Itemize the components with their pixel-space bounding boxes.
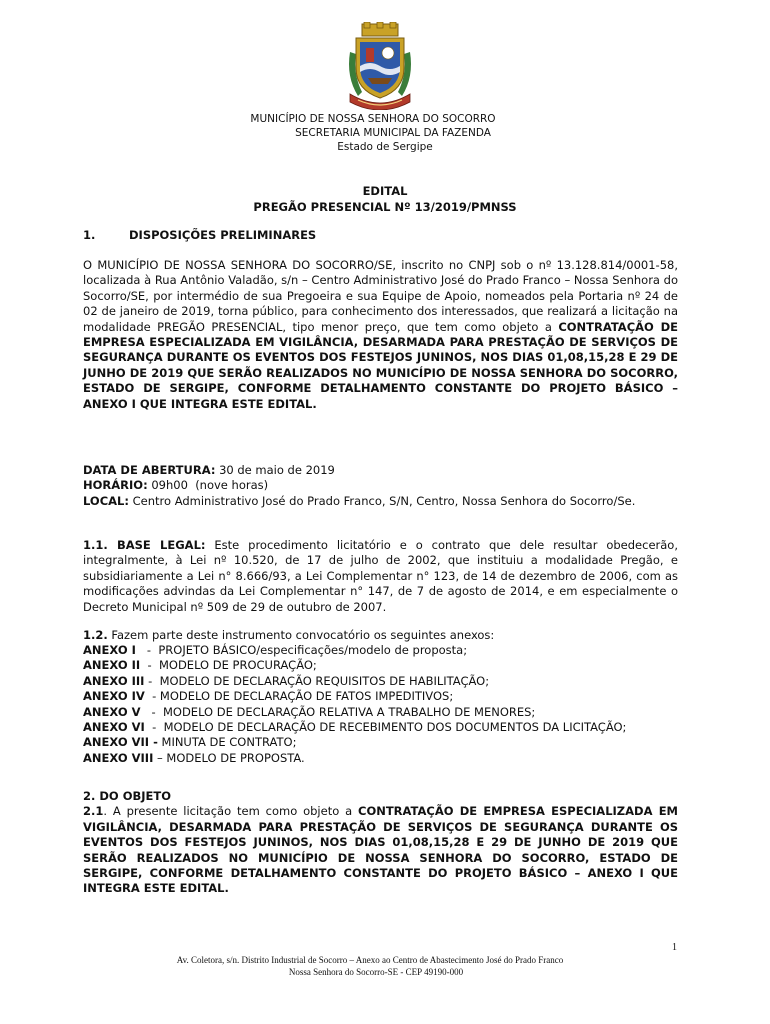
- header-state: Estado de Sergipe: [337, 141, 433, 153]
- opening-location-label: LOCAL:: [83, 493, 129, 508]
- legal-basis-label: 1.1. BASE LEGAL:: [83, 538, 206, 552]
- annex-code: ANEXO V: [83, 704, 141, 719]
- opening-date-label: DATA DE ABERTURA:: [83, 463, 216, 477]
- annex-separator: -: [140, 658, 159, 673]
- section-2-1-label: 2.1: [83, 804, 104, 819]
- footer-city-cep: Nossa Senhora do Socorro-SE - CEP 49190-000: [288, 967, 464, 977]
- annex-description: MODELO DE DECLARAÇÃO RELATIVA A TRABALHO DE MENORES;: [162, 704, 536, 719]
- preliminary-object-text: CONTRATAÇÃO DE EMPRESA ESPECIALIZADA EM VIGILÂNCIA, DESARMADA PARA PRESTAÇÃO DE SERVIÇOS DE SEGURANÇA DURANTE OS EVENTOS DOS FESTEJOS JUNINOS, NOS DIAS 01,08,15,28 E 29 DE JUNHO DE 2019 QUE SERÃO REALIZADOS NO MUNICÍPIO DE NOSSA SENHORA DO SOCORRO, ESTADO DE SERGIPE, CONFORME DETALHAMENTO CONSTANTE DO PROJETO BÁSICO – ANEXO I QUE INTEGRA ESTE EDITAL.: [83, 319, 678, 411]
- annex-code: ANEXO II: [83, 658, 141, 673]
- annex-description: MODELO DE DECLARAÇÃO DE RECEBIMENTO DOS DOCUMENTOS DA LICITAÇÃO;: [163, 720, 627, 735]
- annex-separator: -: [140, 704, 163, 719]
- annexes-intro-text: Fazem parte deste instrumento convocatório os seguintes anexos:: [107, 628, 495, 642]
- annex-description: MODELO DE PROCURAÇÃO;: [158, 658, 317, 673]
- opening-time-value: 09h00 (nove horas): [147, 478, 269, 493]
- annex-item: [83, 720, 678, 735]
- annex-separator: -: [144, 673, 160, 688]
- opening-date-value: 30 de maio de 2019: [215, 463, 335, 477]
- section-1-title: DISPOSIÇÕES PRELIMINARES: [129, 228, 317, 242]
- annex-separator: -: [144, 689, 160, 704]
- opening-location-row: [83, 494, 678, 509]
- section-2-paragraph: [83, 804, 678, 896]
- annex-code: ANEXO III: [83, 673, 145, 688]
- annex-separator: -: [144, 720, 164, 735]
- annex-description: MODELO DE DECLARAÇÃO DE FATOS IMPEDITIVOS;: [159, 689, 454, 704]
- header-secretariat: SECRETARIA MUNICIPAL DA FAZENDA: [295, 127, 491, 139]
- annex-separator: –: [153, 750, 167, 765]
- annex-list: [83, 643, 678, 766]
- page-number: 1: [672, 942, 677, 953]
- opening-location-value: Centro Administrativo José do Prado Franco, S/N, Centro, Nossa Senhora do Socorro/Se.: [128, 493, 636, 508]
- document-title: EDITAL: [362, 184, 408, 198]
- annex-code: ANEXO IV: [83, 689, 145, 704]
- annex-code: ANEXO VIII: [83, 750, 154, 765]
- annex-description: MINUTA DE CONTRATO;: [161, 735, 297, 750]
- annex-code: ANEXO VI: [83, 720, 145, 735]
- section-2-heading: 2. DO OBJETO: [83, 789, 171, 803]
- opening-date-row: [83, 463, 678, 478]
- annex-item: [83, 658, 678, 673]
- footer-address: Av. Coletora, s/n. Distrito Industrial de Socorro – Anexo ao Centro de Abastecimento José do Prado Franco: [176, 955, 564, 965]
- annex-item: [83, 674, 678, 689]
- header-municipality: MUNICÍPIO DE NOSSA SENHORA DO SOCORRO: [250, 113, 496, 125]
- annex-description: MODELO DE PROPOSTA.: [166, 750, 305, 765]
- section-2-1-text: . A presente licitação tem como objeto a: [103, 804, 358, 819]
- annex-description: MODELO DE DECLARAÇÃO REQUISITOS DE HABILITAÇÃO;: [159, 673, 490, 688]
- legal-basis-paragraph: [83, 538, 678, 615]
- section-1-heading: [83, 228, 316, 242]
- preliminary-paragraph: [83, 258, 678, 412]
- municipal-coat-of-arms-icon: [344, 22, 416, 110]
- annex-code: ANEXO I: [83, 643, 136, 657]
- annex-description: PROJETO BÁSICO/especificações/modelo de proposta;: [158, 643, 468, 657]
- annex-item: [83, 705, 678, 720]
- legal-basis-text: Este procedimento licitatório e o contrato que dele resultar obedecerão, integralmente, à Lei nº 10.520, de 17 de julho de 2002, que instituiu a modalidade Pregão, e subsidiariamente a Lei n° 8.666/93, a Lei Complementar n° 123, de 14 de dezembro de 2006, com as modificações advindas da Lei Complementar n° 147, de 7 de agosto de 2014, e em especialmente o Decreto Municipal nº 509 de 29 de outubro de 2007.: [83, 538, 678, 614]
- section-1-number: 1.: [83, 228, 96, 242]
- annex-item: [83, 735, 678, 750]
- annexes-intro: [83, 628, 678, 643]
- opening-time-row: [83, 478, 678, 493]
- annex-item: [83, 689, 678, 704]
- opening-info: [83, 463, 678, 509]
- annex-item: [83, 751, 678, 766]
- section-2-1-object-text: CONTRATAÇÃO DE EMPRESA ESPECIALIZADA EM VIGILÂNCIA, DESARMADA PARA PRESTAÇÃO DE SERVIÇOS DE SEGURANÇA DURANTE OS EVENTOS DOS FESTEJOS JUNINOS, NOS DIAS 01,08,15,28 E 29 DE JUNHO DE 2019 QUE SERÃO REALIZADOS NO MUNICÍPIO DE NOSSA SENHORA DO SOCORRO, ESTADO DE SERGIPE, CONFORME DETALHAMENTO CONSTANTE DO PROJETO BÁSICO – ANEXO I QUE INTEGRA ESTE EDITAL.: [83, 804, 678, 896]
- opening-time-label: HORÁRIO:: [83, 478, 148, 493]
- annex-code: ANEXO VII -: [83, 735, 158, 750]
- annexes-intro-label: 1.2.: [83, 628, 108, 642]
- preliminary-text: O MUNICÍPIO DE NOSSA SENHORA DO SOCORRO/SE, inscrito no CNPJ sob o nº 13.128.814/0001-58, localizada à Rua Antônio Valadão, s/n – Centro Administrativo José do Prado Franco – Nossa Senhora do Socorro/SE, por intermédio de sua Pregoeira e sua Equipe de Apoio, nomeados pela Portaria nº 24 de 02 de janeiro de 2019, torna público, para conhecimento dos interessados, que realizará a licitação na modalidade PREGÃO PRESENCIAL, tipo menor preço, que tem como objeto a: [83, 258, 678, 334]
- document-subtitle: PREGÃO PRESENCIAL Nº 13/2019/PMNSS: [253, 200, 517, 214]
- annex-item: [83, 643, 678, 658]
- section-2: [83, 789, 678, 897]
- annex-separator: -: [135, 643, 159, 657]
